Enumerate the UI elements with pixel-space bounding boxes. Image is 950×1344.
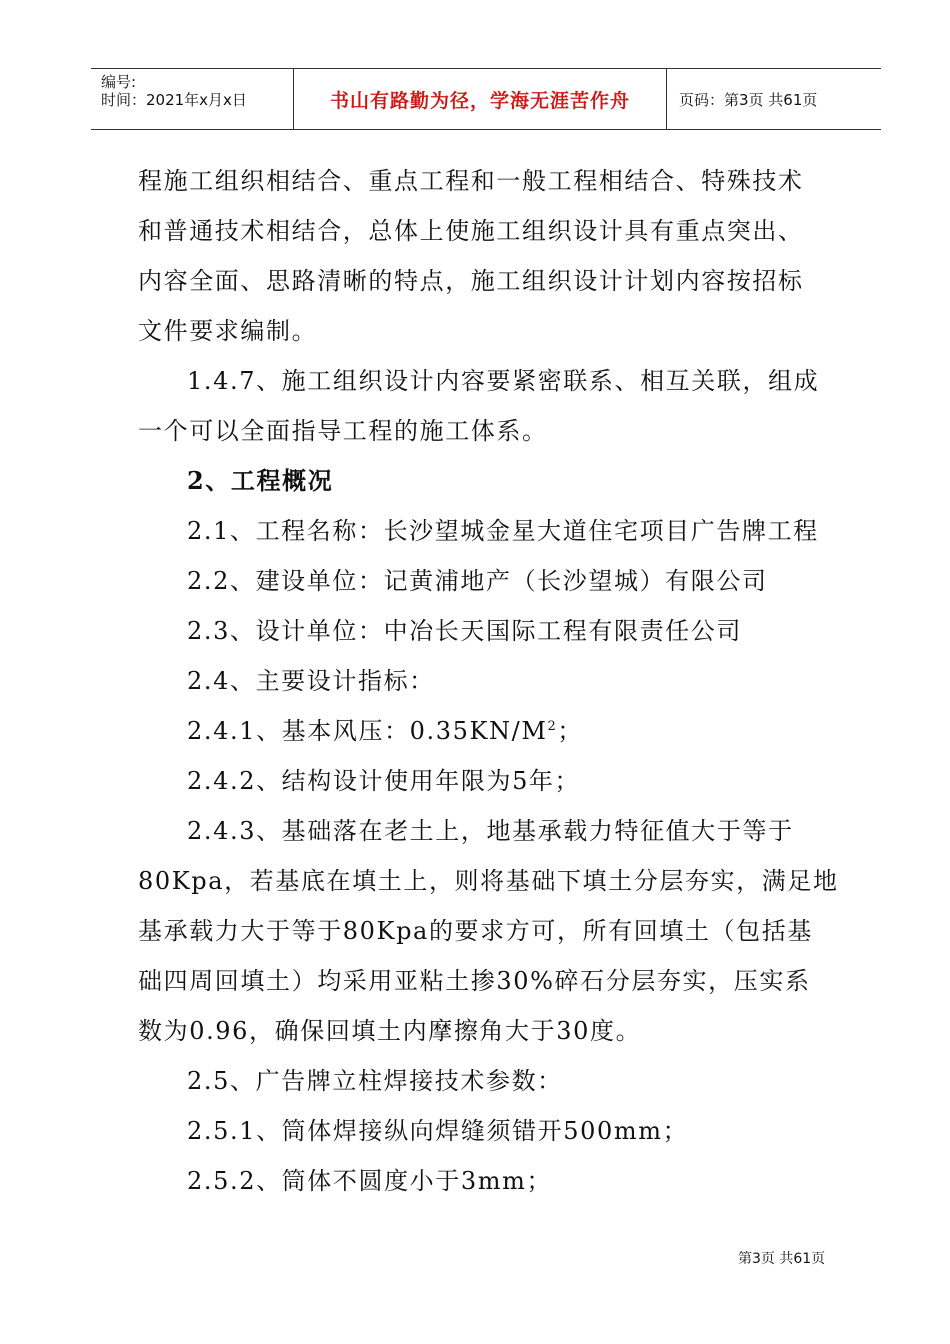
wind-pressure-superscript: 2 [547, 719, 558, 734]
motto-text: 书山有路勤为径，学海无涯苦作舟 [329, 89, 630, 112]
wind-pressure-tail: ； [557, 717, 583, 745]
paragraph-line: 2.3、设计单位：中冶长天国际工程有限责任公司 [187, 617, 742, 645]
paragraph-line: 2.5.2、筒体不圆度小于3mm； [187, 1167, 553, 1195]
paragraph-line: 础四周回填土）均采用亚粘土掺30%碎石分层夯实，压实系 [138, 967, 811, 995]
paragraph-line: 1.4.7、施工组织设计内容要紧密联系、相互关联，组成 [187, 367, 820, 395]
paragraph-line: 基承载力大于等于80Kpa的要求方可，所有回填土（包括基 [138, 917, 813, 945]
section-heading: 2、工程概况 [187, 466, 334, 495]
footer-page-number: 第3页 共61页 [738, 1251, 826, 1267]
paragraph-line: 2.4、主要设计指标： [187, 667, 435, 695]
paragraph-line: 2.5.1、筒体焊接纵向焊缝须错开500mm； [187, 1117, 689, 1145]
paragraph-line: 2.4.2、结构设计使用年限为5年； [187, 767, 581, 795]
header-page-cell [667, 69, 881, 129]
paragraph-line: 2.4.3、基础落在老土上，地基承载力特征值大于等于 [187, 817, 794, 845]
paragraph-line: 和普通技术相结合，总体上使施工组织设计具有重点突出、 [138, 217, 804, 245]
header-page-number: 页码：第3页 共61页 [679, 90, 818, 109]
time-label: 时间：2021年x月x日 [101, 91, 247, 109]
paragraph-line: 80Kpa，若基底在填土上，则将基础下填土分层夯实，满足地 [138, 867, 839, 895]
paragraph-line: 程施工组织相结合、重点工程和一般工程相结合、特殊技术 [138, 167, 804, 195]
paragraph-line: 2.1、工程名称：长沙望城金星大道住宅项目广告牌工程 [187, 517, 819, 545]
page-header [91, 68, 881, 130]
paragraph-line: 文件要求编制。 [138, 317, 318, 345]
paragraph-line: 一个可以全面指导工程的施工体系。 [138, 417, 548, 445]
header-motto-cell [294, 69, 667, 129]
serial-number-label: 编号: [101, 73, 137, 91]
paragraph-line: 2.2、建设单位：记黄浦地产（长沙望城）有限公司 [187, 567, 768, 595]
paragraph-line-wind-pressure [187, 716, 583, 746]
paragraph-line: 内容全面、思路清晰的特点，施工组织设计计划内容按招标 [138, 267, 804, 295]
wind-pressure-text: 2.4.1、基本风压：0.35KN/M [187, 717, 548, 745]
header-meta-cell [91, 69, 294, 129]
paragraph-line: 2.5、广告牌立柱焊接技术参数： [187, 1067, 563, 1095]
paragraph-line: 数为0.96，确保回填土内摩擦角大于30度。 [138, 1017, 642, 1045]
